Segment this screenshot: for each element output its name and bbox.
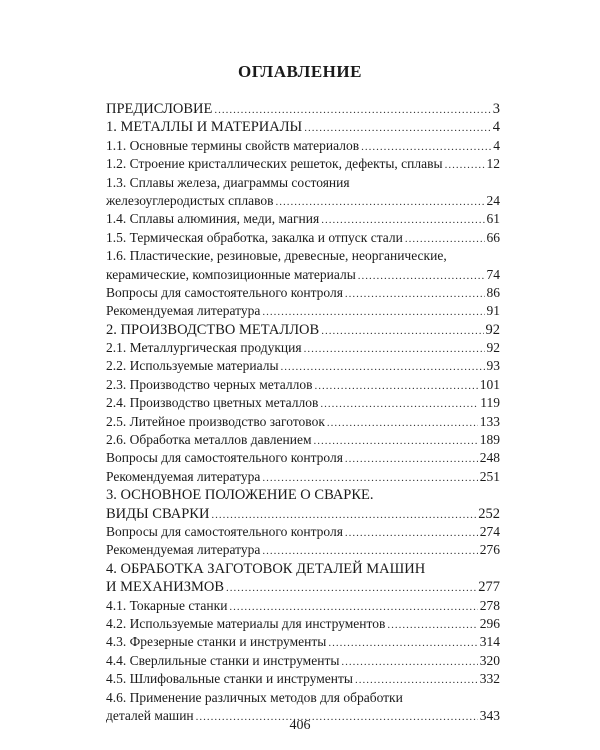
toc-line bbox=[106, 486, 500, 504]
toc-entry-page: 92 bbox=[485, 321, 500, 338]
toc-entry-page: 61 bbox=[486, 211, 500, 227]
dot-leader bbox=[315, 377, 478, 395]
toc-entry-page: 119 bbox=[480, 395, 500, 411]
toc-entry-title: И МЕХАНИЗМОВ bbox=[106, 579, 225, 596]
toc-entry-page: 12 bbox=[486, 156, 500, 172]
toc-entry-title: 3. ОСНОВНОЕ ПОЛОЖЕНИЕ О СВАРКЕ. bbox=[106, 487, 374, 504]
toc-line bbox=[106, 578, 500, 596]
toc-entry-title: деталей машин bbox=[106, 707, 194, 723]
page-number: 406 bbox=[289, 718, 311, 733]
toc-entry-page: 4 bbox=[493, 137, 500, 153]
toc-entry-page: 251 bbox=[479, 468, 500, 484]
toc-entry-title: Рекомендуемая литература bbox=[106, 303, 261, 319]
toc-line bbox=[106, 449, 500, 467]
dot-leader bbox=[229, 598, 477, 616]
toc-entry bbox=[106, 155, 500, 173]
toc-entry bbox=[106, 229, 500, 247]
toc-entry-page: 252 bbox=[478, 505, 500, 522]
toc-entry bbox=[106, 670, 500, 688]
dot-leader bbox=[262, 303, 484, 321]
toc-line bbox=[106, 155, 500, 173]
toc-entry-page: 66 bbox=[486, 229, 500, 245]
toc-entry-title: 4.5. Шлифовальные станки и инструменты bbox=[106, 671, 353, 687]
toc-entry-page: 4 bbox=[492, 119, 500, 136]
toc-entry-page: 314 bbox=[479, 634, 500, 650]
dot-leader bbox=[345, 524, 478, 542]
toc-line bbox=[106, 597, 500, 615]
toc-line bbox=[106, 633, 500, 651]
toc-entry-page: 93 bbox=[486, 358, 500, 374]
toc-entry-title: 2.4. Производство цветных металлов bbox=[106, 395, 319, 411]
toc-entry bbox=[106, 449, 500, 467]
toc-line bbox=[106, 615, 500, 633]
toc-entry-page: 91 bbox=[486, 303, 500, 319]
toc-line bbox=[106, 100, 500, 118]
toc-line bbox=[106, 523, 500, 541]
toc-entry bbox=[106, 541, 500, 559]
toc-line bbox=[106, 229, 500, 247]
toc-entry bbox=[106, 652, 500, 670]
toc-entry bbox=[106, 357, 500, 375]
dot-leader bbox=[304, 119, 491, 137]
toc-line bbox=[106, 431, 500, 449]
toc-entry-page: 133 bbox=[479, 413, 500, 429]
toc-entry-title: 2.1. Металлургическая продукция bbox=[106, 340, 302, 356]
toc-line bbox=[106, 247, 500, 265]
dot-leader bbox=[341, 653, 477, 671]
toc-entry bbox=[106, 413, 500, 431]
toc-entry bbox=[106, 321, 500, 339]
toc-entry-title: Вопросы для самостоятельного контроля bbox=[106, 284, 343, 300]
toc-entry-page: 278 bbox=[479, 597, 500, 613]
toc-entry bbox=[106, 174, 500, 211]
toc-entry bbox=[106, 284, 500, 302]
dot-leader bbox=[321, 211, 484, 229]
toc-entry-page: 332 bbox=[479, 671, 500, 687]
toc-entry-page: 274 bbox=[479, 523, 500, 539]
toc-entry-title: Рекомендуемая литература bbox=[106, 468, 261, 484]
toc-entry-title: 1.6. Пластические, резиновые, древесные, неорганические, bbox=[106, 248, 447, 264]
toc-entry bbox=[106, 486, 500, 523]
toc-line bbox=[106, 394, 500, 412]
dot-leader bbox=[304, 340, 485, 358]
toc-entry bbox=[106, 615, 500, 633]
toc-entry bbox=[106, 210, 500, 228]
toc-line bbox=[106, 302, 500, 320]
toc-entry-title: 4.4. Сверлильные станки и инструменты bbox=[106, 652, 340, 668]
toc-entry-title: 2. ПРОИЗВОДСТВО МЕТАЛЛОВ bbox=[106, 321, 320, 338]
toc-entry-title: керамические, композиционные материалы bbox=[106, 266, 356, 282]
toc-line bbox=[106, 210, 500, 228]
dot-leader bbox=[387, 616, 477, 634]
toc-entry-page: 276 bbox=[479, 542, 500, 558]
toc-entry-title: 4.1. Токарные станки bbox=[106, 597, 228, 613]
toc-line bbox=[106, 652, 500, 670]
toc-entry-title: Вопросы для самостоятельного контроля bbox=[106, 450, 343, 466]
toc-entry bbox=[106, 468, 500, 486]
toc-entry bbox=[106, 633, 500, 651]
dot-leader bbox=[321, 322, 483, 340]
toc-entry-title: 1.3. Сплавы железа, диаграммы состояния bbox=[106, 174, 350, 190]
dot-leader bbox=[345, 450, 478, 468]
toc-entry bbox=[106, 339, 500, 357]
toc-entry-page: 248 bbox=[479, 450, 500, 466]
toc-entry-title: 1.2. Строение кристаллических решеток, дефекты, сплавы bbox=[106, 156, 443, 172]
toc-entry-title: 2.5. Литейное производство заготовок bbox=[106, 413, 325, 429]
toc-line bbox=[106, 137, 500, 155]
dot-leader bbox=[345, 285, 485, 303]
toc-line bbox=[106, 376, 500, 394]
toc-line bbox=[106, 689, 500, 707]
toc-entry bbox=[106, 247, 500, 284]
toc-entry-title: Вопросы для самостоятельного контроля bbox=[106, 523, 343, 539]
toc-entry-page: 320 bbox=[479, 652, 500, 668]
toc-line bbox=[106, 505, 500, 523]
toc-line bbox=[106, 339, 500, 357]
toc-entry-page: 24 bbox=[486, 192, 500, 208]
toc-entry-page: 101 bbox=[479, 376, 500, 392]
dot-leader bbox=[358, 267, 485, 285]
toc-entry-page: 189 bbox=[479, 432, 500, 448]
toc-entry-page: 343 bbox=[479, 707, 500, 723]
toc-entry bbox=[106, 431, 500, 449]
toc-entry-title: 4.3. Фрезерные станки и инструменты bbox=[106, 634, 327, 650]
toc-entry bbox=[106, 597, 500, 615]
toc-entry-title: 1. МЕТАЛЛЫ И МАТЕРИАЛЫ bbox=[106, 119, 303, 136]
toc-line bbox=[106, 413, 500, 431]
toc-entry bbox=[106, 100, 500, 118]
toc-entry bbox=[106, 376, 500, 394]
page-title: ОГЛАВЛЕНИЕ bbox=[238, 62, 362, 81]
toc-line bbox=[106, 266, 500, 284]
toc-entry-title: ВИДЫ СВАРКИ bbox=[106, 505, 210, 522]
dot-leader bbox=[276, 193, 485, 211]
toc-entry-title: 4.6. Применение различных методов для обработки bbox=[106, 689, 403, 705]
toc-line bbox=[106, 468, 500, 486]
toc-entry bbox=[106, 302, 500, 320]
toc-entry-title: Рекомендуемая литература bbox=[106, 542, 261, 558]
toc-entry bbox=[106, 394, 500, 412]
toc-line bbox=[106, 192, 500, 210]
toc-entry-title: 2.3. Производство черных металлов bbox=[106, 376, 313, 392]
toc-entry-page: 92 bbox=[486, 340, 500, 356]
toc-entry-page: 3 bbox=[492, 101, 500, 117]
toc-entry-page: 277 bbox=[478, 579, 500, 596]
toc-entry-title: 2.2. Используемые материалы bbox=[106, 358, 279, 374]
toc-entry-page: 296 bbox=[479, 615, 500, 631]
dot-leader bbox=[314, 432, 478, 450]
dot-leader bbox=[327, 414, 478, 432]
toc-entry-title: ПРЕДИСЛОВИЕ bbox=[106, 101, 213, 117]
toc-line bbox=[106, 541, 500, 559]
dot-leader bbox=[328, 634, 477, 652]
dot-leader bbox=[262, 542, 477, 560]
toc-entry-page: 74 bbox=[486, 266, 500, 282]
toc-line bbox=[106, 560, 500, 578]
dot-leader bbox=[405, 230, 485, 248]
dot-leader bbox=[361, 138, 491, 156]
dot-leader bbox=[214, 101, 490, 119]
toc-entry-title: 2.6. Обработка металлов давлением bbox=[106, 432, 312, 448]
toc-line bbox=[106, 284, 500, 302]
toc-entry bbox=[106, 560, 500, 597]
table-of-contents bbox=[106, 100, 500, 725]
dot-leader bbox=[262, 469, 477, 487]
toc-line bbox=[106, 118, 500, 136]
toc-entry bbox=[106, 523, 500, 541]
toc-entry-title: железоуглеродистых сплавов bbox=[106, 192, 274, 208]
toc-entry-title: 1.5. Термическая обработка, закалка и отпуск стали bbox=[106, 229, 403, 245]
dot-leader bbox=[281, 358, 485, 376]
dot-leader bbox=[355, 671, 478, 689]
dot-leader bbox=[226, 579, 476, 597]
toc-entry-title: 1.4. Сплавы алюминия, меди, магния bbox=[106, 211, 320, 227]
toc-line bbox=[106, 321, 500, 339]
toc-entry-title: 1.1. Основные термины свойств материалов bbox=[106, 137, 360, 153]
toc-entry-title: 4. ОБРАБОТКА ЗАГОТОВОК ДЕТАЛЕЙ МАШИН bbox=[106, 560, 426, 577]
toc-entry bbox=[106, 137, 500, 155]
dot-leader bbox=[211, 506, 476, 524]
dot-leader bbox=[320, 395, 478, 413]
dot-leader bbox=[445, 156, 485, 174]
toc-line bbox=[106, 174, 500, 192]
toc-line bbox=[106, 357, 500, 375]
toc-entry-page: 86 bbox=[486, 284, 500, 300]
toc-entry-title: 4.2. Используемые материалы для инструментов bbox=[106, 615, 386, 631]
toc-entry bbox=[106, 118, 500, 136]
toc-line bbox=[106, 670, 500, 688]
